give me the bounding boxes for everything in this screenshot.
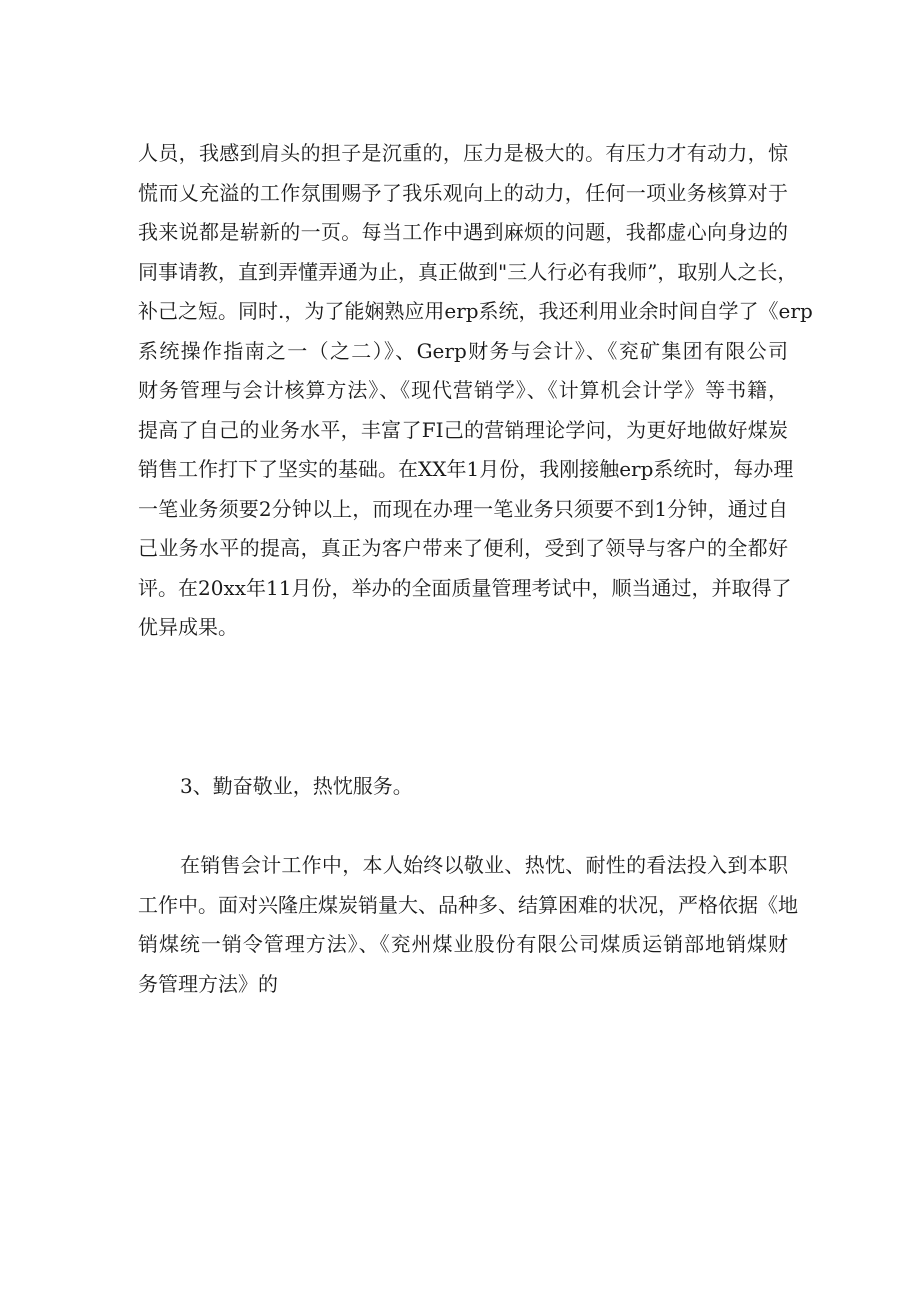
paragraph-line: 同事请教，直到弄懂弄通为止，真正做到"三人行必有我师”，取别人之长， (138, 259, 798, 284)
section-heading (138, 767, 788, 807)
paragraph-line: 人员，我感到肩头的担子是沉重的，压力是极大的。有压力才有动力，惊 (138, 141, 788, 165)
paragraph-line: 提高了自己的业务水平，丰富了FI己的营销理论学问，为更好地做好煤炭 (138, 417, 788, 442)
paragraph-line: 己业务水平的提高，真正为客户带来了便利，受到了领导与客户的全都好 (138, 536, 788, 560)
paragraph-line: 财务管理与会计核算方法》、《现代营销学》、《计算机会计学》等书籍， (138, 378, 788, 402)
paragraph-line: 销煤统一销令管理方法》、《兖州煤业股份有限公司煤质运销部地销煤财 (138, 932, 788, 956)
paragraph-line: 务管理方法》的 (138, 971, 278, 996)
paragraph-line: 系统操作指南之一（之二）》、Gerp财务与会计》、《兖矿集团有限公司 (138, 338, 788, 363)
paragraph-line: 评。在20xx年11月份，举办的全面质量管理考试中，顺当通过，并取得了 (138, 575, 792, 600)
paragraph-2 (138, 846, 798, 1004)
paragraph-line: 工作中。面对兴隆庄煤炭销量大、品种多、结算困难的状况，严格依据《地 (138, 892, 798, 917)
paragraph-1 (138, 134, 813, 648)
paragraph-line: 优异成果。 (138, 615, 238, 639)
section-heading-text: 3、勤奋敬业，热忱服务。 (180, 774, 413, 798)
paragraph-line: 在销售会计工作中，本人始终以敬业、热忱、耐性的看法投入到本职 (180, 853, 788, 877)
paragraph-line: 慌而乂充溢的工作氛围赐予了我乐观向上的动力，任何一项业务核算对于 (138, 180, 788, 205)
paragraph-line: 一笔业务须要2分钟以上，而现在办理一笔业务只须要不到1分钟，通过自 (138, 496, 788, 521)
paragraph-line: 我来说都是崭新的一页。每当工作中遇到麻烦的问题，我都虚心向身边的 (138, 220, 788, 244)
paragraph-line: 销售工作打下了坚实的基础。在XX年1月份，我刚接触erp系统时，每办理 (138, 457, 794, 481)
paragraph-line: 补己之短。同时.，为了能娴熟应用erp系统，我还利用业余时间自学了《erp (138, 299, 813, 323)
